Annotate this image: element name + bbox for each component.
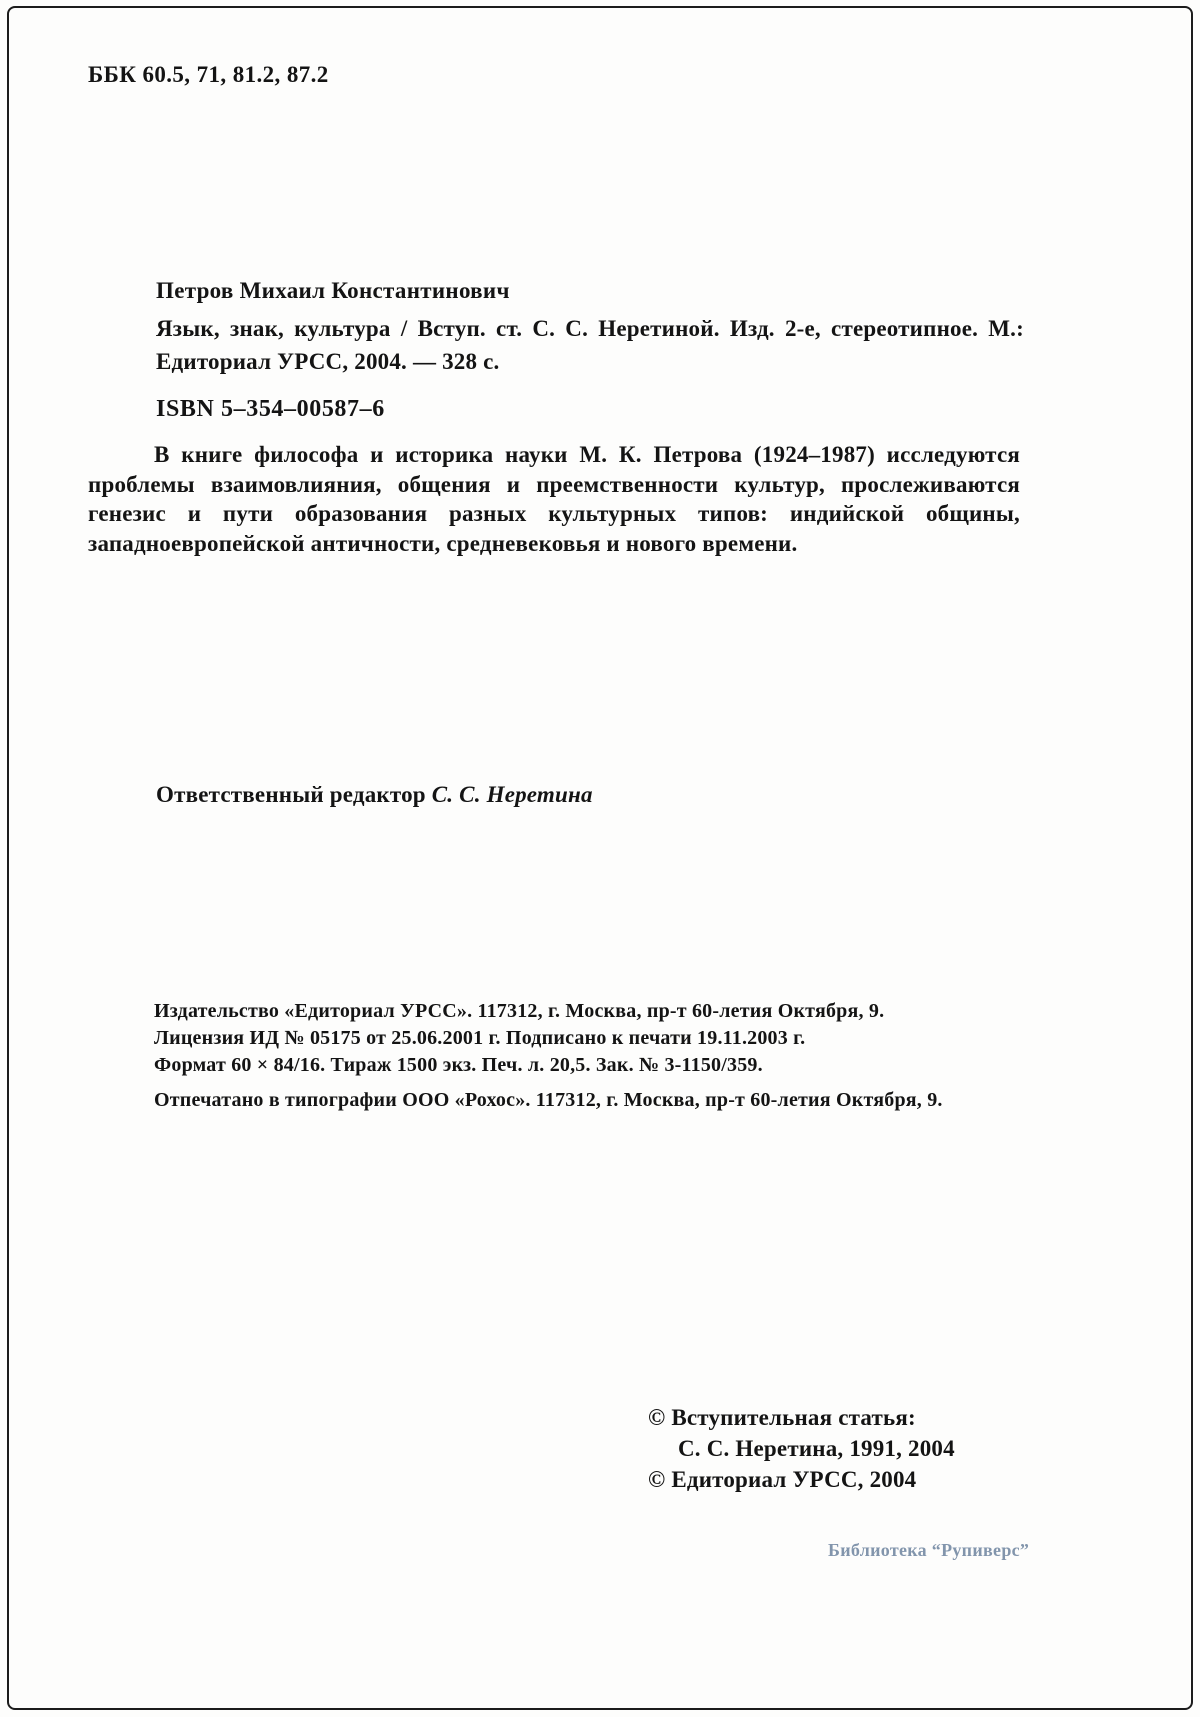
- copyright-intro-article: © Вступительная статья:: [648, 1405, 916, 1430]
- book-title: Язык, знак, культура: [156, 316, 391, 341]
- page-border: [7, 6, 1193, 1710]
- bibliographic-description: [156, 312, 1024, 378]
- imprint-printer-line: Отпечатано в типографии ООО «Рохос». 117312, г. Москва, пр-т 60-летия Октября, 9.: [154, 1089, 943, 1111]
- bbk-classification: ББК 60.5, 71, 81.2, 87.2: [88, 62, 329, 87]
- author-name: Петров Михаил Константинович: [156, 278, 510, 303]
- imprint-block: [154, 998, 1034, 1114]
- imprint-format-line: Формат 60 × 84/16. Тираж 1500 экз. Печ. л. 20,5. Зак. № 3-1150/359.: [154, 1054, 763, 1076]
- copyright-block: [648, 1402, 955, 1495]
- book-annotation: В книге философа и историка науки М. К. Петрова (1924–1987) исследуются проблемы взаимовлияния, общения и преемственности культур, прослеживаются генезис и пути образования разных культурных типов: индийской общины, западноевропейской античности, средневековья и нового времени.: [88, 442, 1020, 556]
- copyright-intro-author: С. С. Неретина, 1991, 2004: [678, 1436, 955, 1461]
- responsible-editor-line: [156, 782, 593, 808]
- library-watermark: Библиотека “Рупиверс”: [828, 1540, 1030, 1560]
- bibliographic-description-rest: / Вступ. ст. С. С. Неретиной. Изд. 2-е, стереотипное. М.: Едиториал УРСС, 2004. — 328 с.: [156, 316, 1024, 374]
- copyright-publisher: © Едиториал УРСС, 2004: [648, 1467, 917, 1492]
- responsible-editor-name: С. С. Неретина: [431, 782, 593, 807]
- isbn-number: ISBN 5–354–00587–6: [156, 396, 385, 422]
- imprint-publisher-line: Издательство «Едиториал УРСС». 117312, г. Москва, пр-т 60-летия Октября, 9.: [154, 1000, 885, 1022]
- responsible-editor-label: Ответственный редактор: [156, 782, 426, 807]
- imprint-license-line: Лицензия ИД № 05175 от 25.06.2001 г. Подписано к печати 19.11.2003 г.: [154, 1027, 806, 1049]
